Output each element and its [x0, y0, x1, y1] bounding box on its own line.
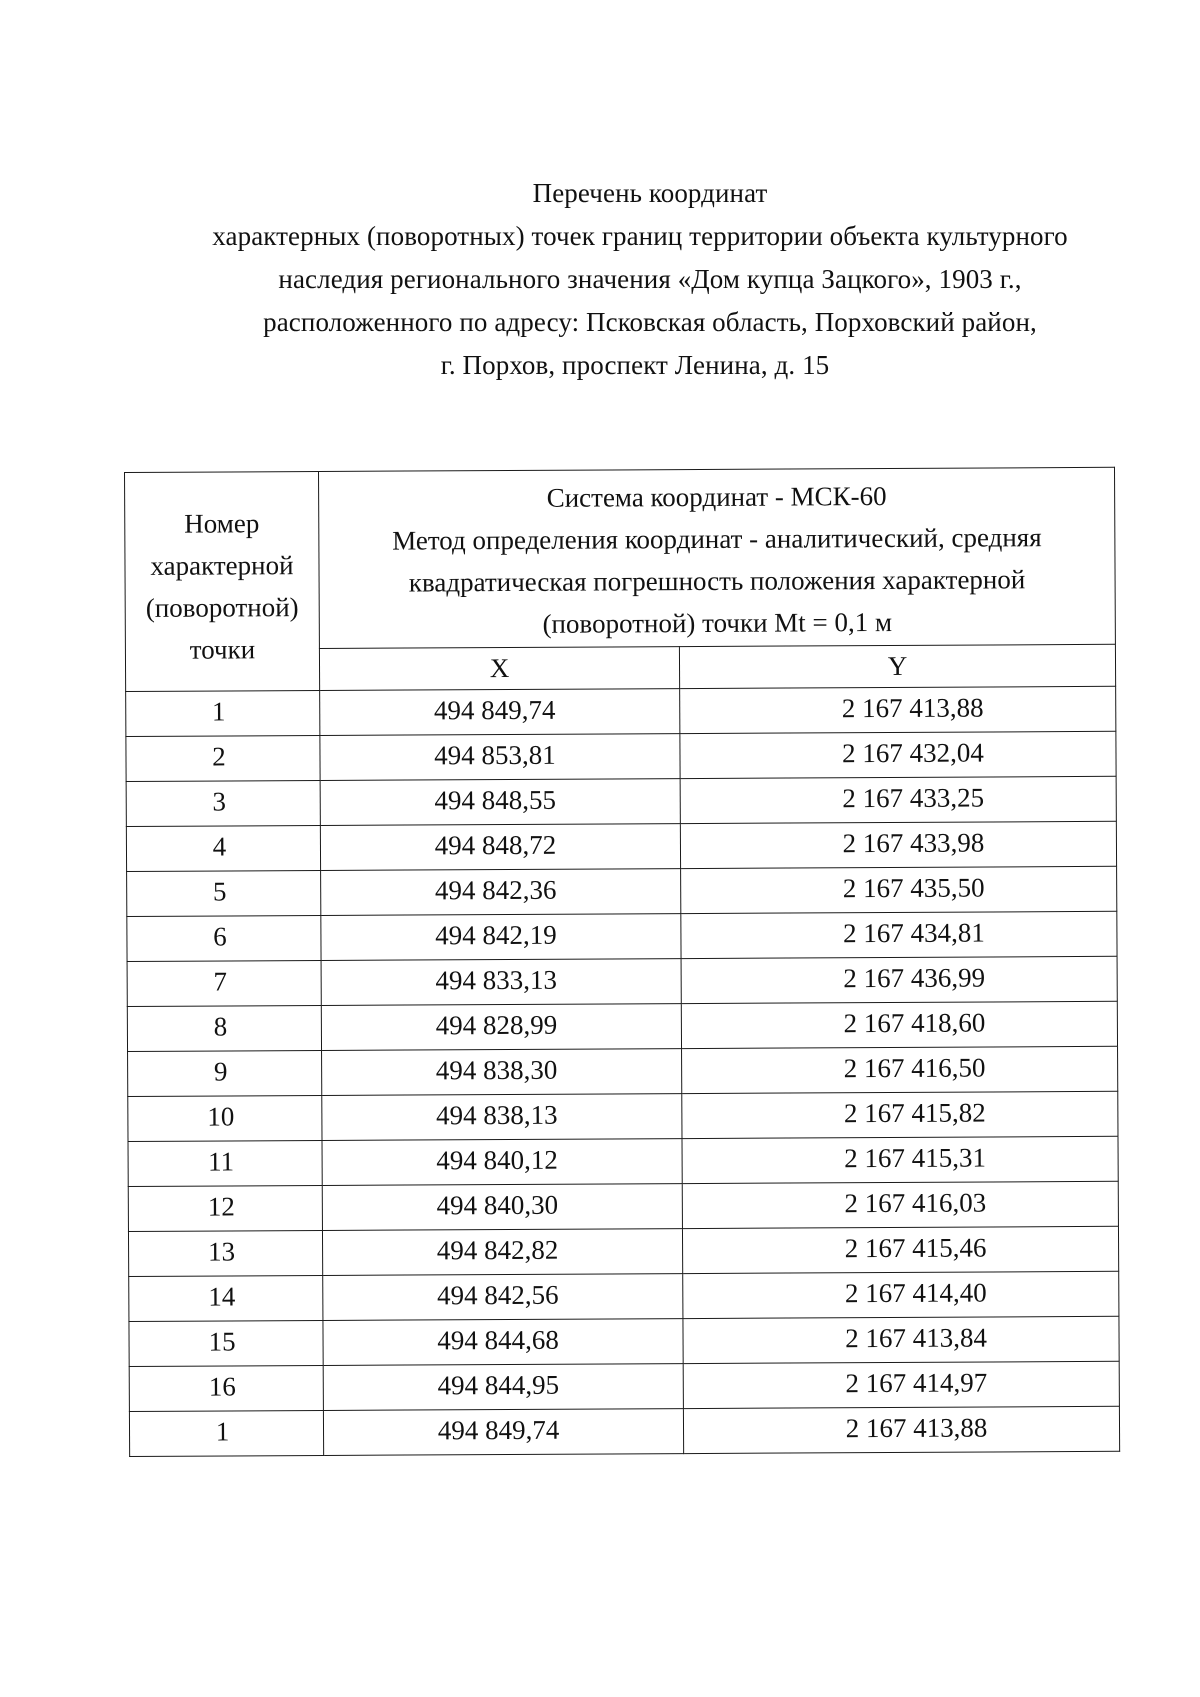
x-coordinate-cell: 494 849,74 [320, 689, 680, 736]
header-line: Метод определения координат - аналитический, средняя [392, 522, 1042, 556]
point-number-cell: 11 [128, 1140, 322, 1186]
title-line: Перечень координат [532, 178, 768, 208]
x-coordinate-cell: 494 838,30 [322, 1049, 682, 1096]
y-coordinate-cell: 2 167 414,40 [683, 1271, 1119, 1318]
y-coordinate-cell: 2 167 415,31 [682, 1136, 1118, 1183]
x-coordinate-cell: 494 848,55 [320, 779, 680, 826]
header-line: квадратическая погрешность положения характерной [408, 564, 1026, 598]
x-coordinate-cell: 494 842,19 [321, 914, 681, 961]
title-line: характерных (поворотных) точек границ территории объекта культурного [212, 221, 1068, 251]
point-number-cell: 8 [127, 1005, 321, 1051]
table-row [128, 1136, 1118, 1186]
x-coordinate-cell: 494 853,81 [320, 734, 680, 781]
point-number-cell: 14 [129, 1275, 323, 1321]
table-row [126, 731, 1116, 781]
y-coordinate-cell: 2 167 435,50 [681, 866, 1117, 913]
y-coordinate-cell: 2 167 413,88 [683, 1406, 1119, 1453]
table-row [126, 821, 1116, 871]
x-coordinate-cell: 494 840,30 [322, 1184, 682, 1231]
y-coordinate-cell: 2 167 415,82 [682, 1091, 1118, 1138]
point-number-cell: 15 [129, 1320, 323, 1366]
point-number-cell: 16 [129, 1365, 323, 1411]
title-line: наследия регионального значения «Дом купца Зацкого», 1903 г., [278, 264, 1022, 294]
point-number-cell: 1 [129, 1410, 323, 1456]
point-number-cell: 5 [127, 870, 321, 916]
coordinate-system-header [318, 467, 1115, 648]
header-line: характерной [150, 550, 294, 581]
table-row [129, 1316, 1119, 1366]
x-coordinate-cell: 494 848,72 [320, 824, 680, 871]
x-coordinate-cell: 494 844,95 [323, 1364, 683, 1411]
point-number-cell: 10 [128, 1095, 322, 1141]
y-coordinate-cell: 2 167 436,99 [681, 956, 1117, 1003]
y-coordinate-cell: 2 167 413,88 [680, 686, 1116, 733]
table-body [126, 686, 1120, 1456]
x-coordinate-cell: 494 838,13 [322, 1094, 682, 1141]
point-number-cell: 12 [128, 1185, 322, 1231]
y-coordinate-cell: 2 167 413,84 [683, 1316, 1119, 1363]
y-coordinate-cell: 2 167 418,60 [681, 1001, 1117, 1048]
table-row [128, 1226, 1118, 1276]
table-row [127, 956, 1117, 1006]
point-number-cell: 6 [127, 915, 321, 961]
table-row [127, 911, 1117, 961]
header-line: Номер [184, 508, 260, 539]
table-row [128, 1046, 1118, 1096]
y-coordinate-cell: 2 167 432,04 [680, 731, 1116, 778]
y-coordinate-cell: 2 167 416,50 [682, 1046, 1118, 1093]
table-row [129, 1361, 1119, 1411]
table-row [129, 1406, 1119, 1456]
x-column-header: X [319, 647, 679, 691]
x-coordinate-cell: 494 840,12 [322, 1139, 682, 1186]
point-number-header [125, 471, 320, 691]
header-line: Система координат - МСК-60 [546, 481, 887, 513]
x-coordinate-cell: 494 849,74 [323, 1409, 683, 1456]
y-coordinate-cell: 2 167 433,98 [680, 821, 1116, 868]
x-coordinate-cell: 494 842,36 [321, 869, 681, 916]
y-coordinate-cell: 2 167 434,81 [681, 911, 1117, 958]
table-row [126, 686, 1116, 736]
x-coordinate-cell: 494 842,82 [322, 1229, 682, 1276]
x-coordinate-cell: 494 842,56 [323, 1274, 683, 1321]
point-number-cell: 4 [126, 825, 320, 871]
document-title [140, 172, 1130, 387]
table-row [129, 1271, 1119, 1321]
header-line: точки [189, 634, 256, 665]
header-line: (поворотной) [145, 592, 299, 623]
y-coordinate-cell: 2 167 415,46 [682, 1226, 1118, 1273]
point-number-cell: 3 [126, 780, 320, 826]
x-coordinate-cell: 494 828,99 [321, 1004, 681, 1051]
x-coordinate-cell: 494 833,13 [321, 959, 681, 1006]
table-row [128, 1181, 1118, 1231]
y-coordinate-cell: 2 167 414,97 [683, 1361, 1119, 1408]
table-row [127, 866, 1117, 916]
x-coordinate-cell: 494 844,68 [323, 1319, 683, 1366]
point-number-cell: 13 [128, 1230, 322, 1276]
point-number-cell: 1 [126, 690, 320, 736]
table-row [128, 1091, 1118, 1141]
point-number-cell: 2 [126, 735, 320, 781]
y-column-header: Y [679, 644, 1115, 688]
title-line: г. Порхов, проспект Ленина, д. 15 [440, 350, 830, 380]
table-row [127, 1001, 1117, 1051]
point-number-cell: 9 [128, 1050, 322, 1096]
y-coordinate-cell: 2 167 416,03 [682, 1181, 1118, 1228]
table-row [126, 776, 1116, 826]
coordinates-table [124, 467, 1120, 1457]
y-coordinate-cell: 2 167 433,25 [680, 776, 1116, 823]
point-number-cell: 7 [127, 960, 321, 1006]
header-line: (поворотной) точки Mt = 0,1 м [542, 606, 893, 639]
title-line: расположенного по адресу: Псковская область, Порховский район, [263, 307, 1037, 337]
